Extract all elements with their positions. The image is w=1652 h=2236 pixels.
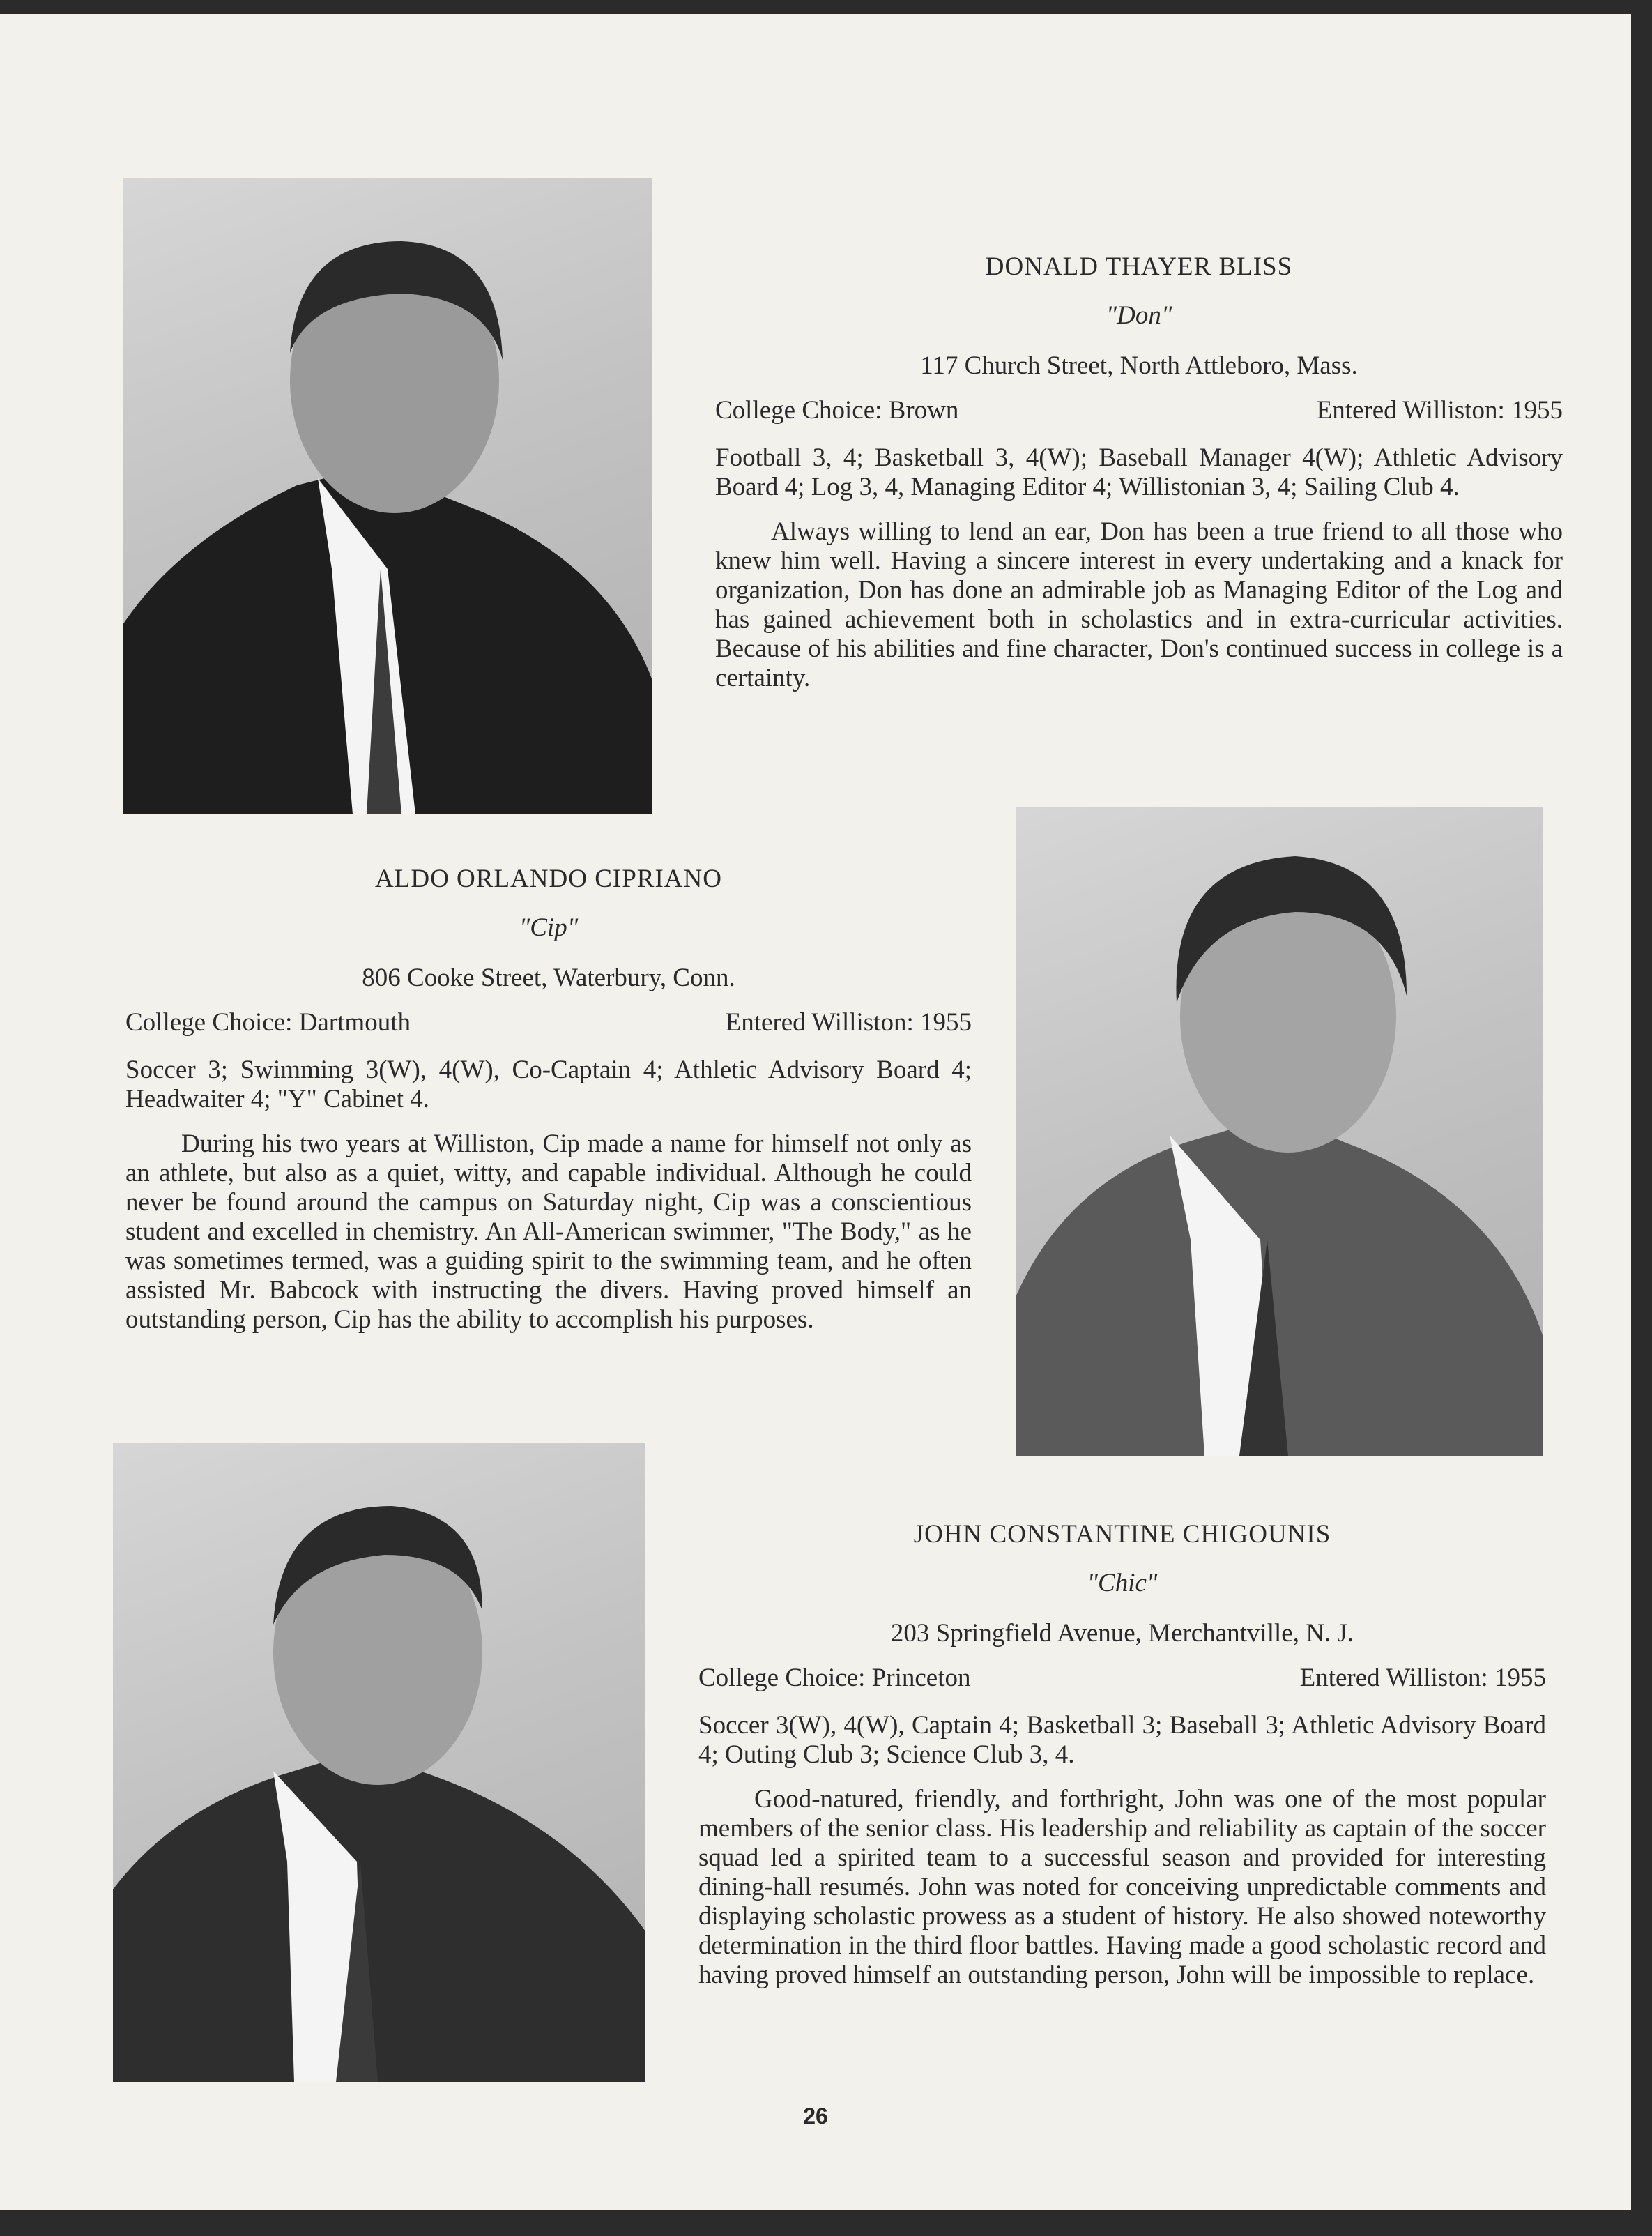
- entered-year: Entered Williston: 1955: [1299, 1664, 1546, 1692]
- entry-cipriano: [125, 865, 972, 1334]
- student-address: 117 Church Street, North Attleboro, Mass.: [920, 351, 1358, 380]
- student-nickname: "Don": [1106, 301, 1172, 330]
- student-nickname: "Chic": [1087, 1569, 1158, 1597]
- yearbook-page: [0, 14, 1631, 2210]
- student-address: 806 Cooke Street, Waterbury, Conn.: [362, 964, 735, 992]
- student-nickname: "Cip": [519, 913, 579, 942]
- portrait-photo-cipriano: [1016, 807, 1543, 1456]
- portrait-photo-chigounis: [113, 1443, 645, 2082]
- student-address: 203 Springfield Avenue, Merchantville, N. J.: [890, 1619, 1354, 1648]
- page-number: 26: [803, 2104, 828, 2129]
- college-choice: College Choice: Brown: [715, 396, 959, 425]
- college-choice: College Choice: Princeton: [698, 1664, 971, 1692]
- student-bio: Good-natured, friendly, and forthright, John was one of the most popular members of the senior class. His leadership and reliability as captain of the soccer squad led a spirited team to a successful season and provided for interesting dining-hall resumés. John was noted for conceiving unpredictable comments and displaying scholastic prowess as a student of history. He also showed noteworthy determination in the third floor battles. Having made a good scholastic record and having proved himself an outstanding person, John will be impossible to replace.: [698, 1785, 1546, 1989]
- entry-chigounis: [698, 1520, 1546, 1990]
- college-row: [715, 396, 1563, 425]
- student-bio: Always willing to lend an ear, Don has been a true friend to all those who knew him well. Having a sincere interest in every undertaking and a knack for organization, Don has done an admirable job as Managing Editor of the Log and has gained achievement both in scholastics and in extra-curricular activities. Because of his abilities and fine character, Don's continued success in college is a certainty.: [715, 517, 1563, 692]
- college-row: [125, 1008, 972, 1037]
- portrait-photo-bliss: [123, 178, 652, 814]
- entry-bliss: [715, 252, 1563, 693]
- student-activities: Soccer 3(W), 4(W), Captain 4; Basketball 3; Baseball 3; Athletic Advisory Board 4; Outing Club 3; Science Club 3, 4.: [698, 1711, 1546, 1769]
- college-row: [698, 1664, 1546, 1693]
- entered-year: Entered Williston: 1955: [1316, 396, 1563, 425]
- student-name: JOHN CONSTANTINE CHIGOUNIS: [913, 1520, 1331, 1549]
- entered-year: Entered Williston: 1955: [725, 1008, 972, 1037]
- student-name: ALDO ORLANDO CIPRIANO: [375, 865, 722, 893]
- student-name: DONALD THAYER BLISS: [985, 252, 1293, 281]
- college-choice: College Choice: Dartmouth: [125, 1008, 411, 1037]
- student-activities: Football 3, 4; Basketball 3, 4(W); Baseball Manager 4(W); Athletic Advisory Board 4; Log 3, 4, Managing Editor 4; Willistonian 3, 4; Sailing Club 4.: [715, 443, 1563, 501]
- student-bio: During his two years at Williston, Cip made a name for himself not only as an athlete, but also as a quiet, witty, and capable individual. Although he could never be found around the campus on Saturday night, Cip was a conscientious student and excelled in chemistry. An All-American swimmer, "The Body," as he was sometimes termed, was a guiding spirit to the swimming team, and he often assisted Mr. Babcock with instructing the divers. Having proved himself an outstanding person, Cip has the ability to accomplish his purposes.: [125, 1130, 972, 1334]
- student-activities: Soccer 3; Swimming 3(W), 4(W), Co-Captain 4; Athletic Advisory Board 4; Headwaiter 4; "Y" Cabinet 4.: [125, 1056, 972, 1113]
